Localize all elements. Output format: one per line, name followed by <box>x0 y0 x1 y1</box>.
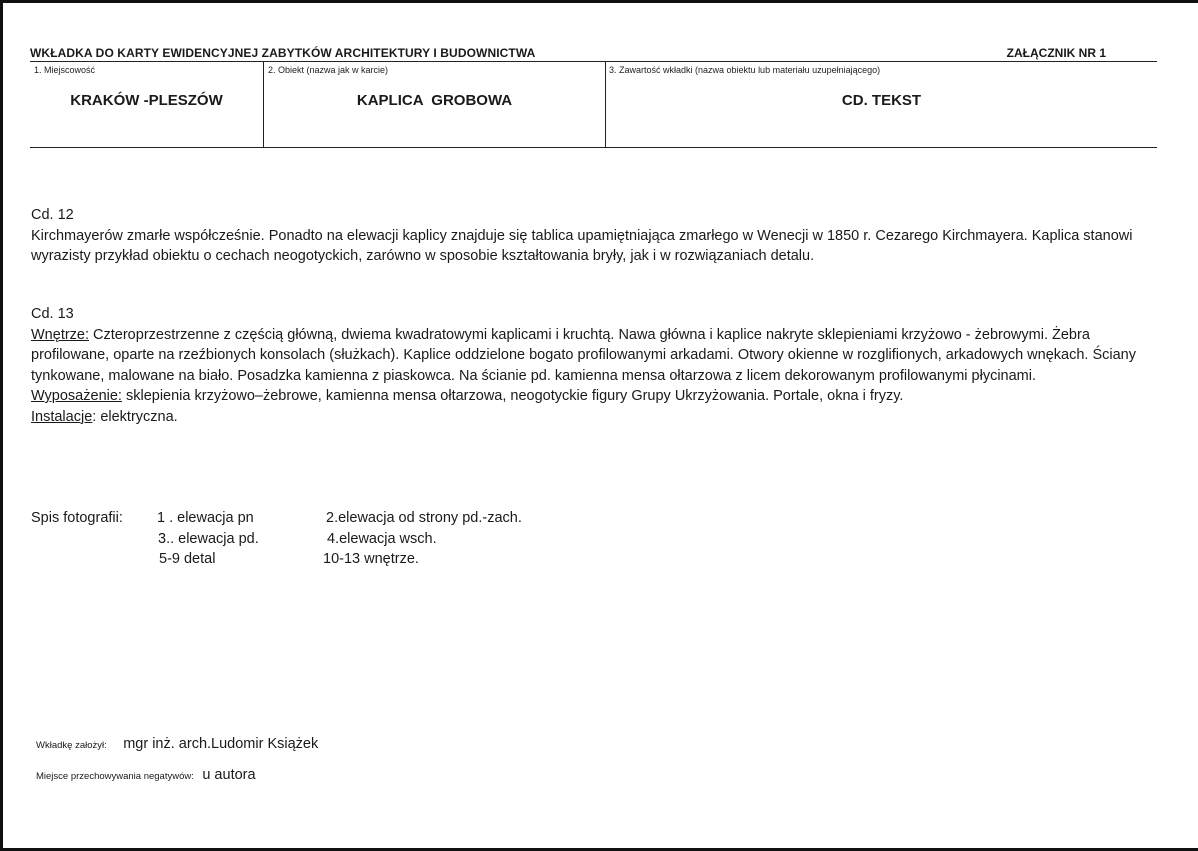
equipment-label: Wyposażenie: <box>31 388 122 404</box>
form-title: WKŁADKA DO KARTY EWIDENCYJNEJ ZABYTKÓW ARCHITEKTURY I BUDOWNICTWA <box>30 46 536 60</box>
photo-list-label: Spis fotografii: <box>31 510 123 526</box>
equipment-paragraph <box>31 386 1161 407</box>
equipment-text: sklepienia krzyżowo–żebrowe, kamienna mensa ołtarzowa, neogotyckie figury Grupy Ukrzyżowania. Portale, okna i fryzy. <box>121 388 904 404</box>
section-cd13 <box>31 304 1161 427</box>
negatives-line <box>36 766 256 784</box>
photo-item: 4.elewacja wsch. <box>327 530 437 547</box>
photo-item: 3.. elewacja pd. <box>158 530 259 547</box>
field-label-object: 2. Obiekt (nazwa jak w karcie) <box>268 65 389 75</box>
installation-label: Instalacje <box>31 408 93 425</box>
section-cd12 <box>31 205 1161 267</box>
field-label-contents: 3. Zawartość wkładki (nazwa obiektu lub materiału uzupełniającego) <box>609 65 881 75</box>
field-label-locality: 1. Miejscowość <box>34 65 96 75</box>
installation-text: : elektryczna. <box>92 408 178 425</box>
negatives-value: u autora <box>202 767 256 783</box>
photo-item: 5-9 detal <box>159 551 216 567</box>
photo-item: 2.elewacja od strony pd.-zach. <box>326 510 522 526</box>
interior-label: Wnętrze: <box>31 326 90 343</box>
section-paragraph: Kirchmayerów zmarłe współcześnie. Ponadto na elewacji kaplicy znajduje się tablica upamiętniająca zmarłego w Wenecji w 1850 r. Cezarego Kirchmayera. Kaplica stanowi wyrazisty przykład obiektu o cechach neogotyckich, zarówno w sposobie kształtowania bryły, jak i w rozwiązaniach detalu. <box>31 227 1133 264</box>
field-value-locality: KRAKÓW -PLESZÓW <box>70 92 223 109</box>
installation-paragraph <box>31 407 1161 428</box>
interior-text: Czteroprzestrzenne z częścią główną, dwiema kwadratowymi kaplicami i kruchtą. Nawa główna i kaplice nakryte sklepieniami krzyżowo - żebrowymi. Żebra profilowane, oparte na rzeźbionych konsolach (służkach). Kaplice oddzielone bogato profilowanymi arkadami. Otwory okienne w rozglifionych, arkadowych wnękach. Ściany tynkowane, malowane na biało. Posadzka kamienna z piaskowca. Na ścianie pd. kamienna mensa ołtarzowa z licem dekorowanym profilowanymi płycinami. <box>31 326 1136 384</box>
section-heading: Cd. 13 <box>31 306 74 322</box>
interior-paragraph <box>31 325 1161 387</box>
author-value: mgr inż. arch.Ludomir Książek <box>123 736 319 752</box>
header-bottom-rule <box>30 147 1157 148</box>
field-value-contents: CD. TEKST <box>841 92 922 109</box>
attachment-number: ZAŁĄCZNIK NR 1 <box>1006 46 1106 60</box>
author-label: Wkładkę założył: <box>36 740 107 751</box>
negatives-label: Miejsce przechowywania negatywów: <box>36 771 194 782</box>
photo-item: 10-13 wnętrze. <box>323 551 419 567</box>
header-top-rule <box>30 61 1157 62</box>
photo-item: 1 . elewacja pn <box>157 510 254 526</box>
field-value-object: KAPLICA GROBOWA <box>356 92 513 109</box>
section-heading: Cd. 12 <box>31 207 74 223</box>
author-line <box>36 735 318 753</box>
